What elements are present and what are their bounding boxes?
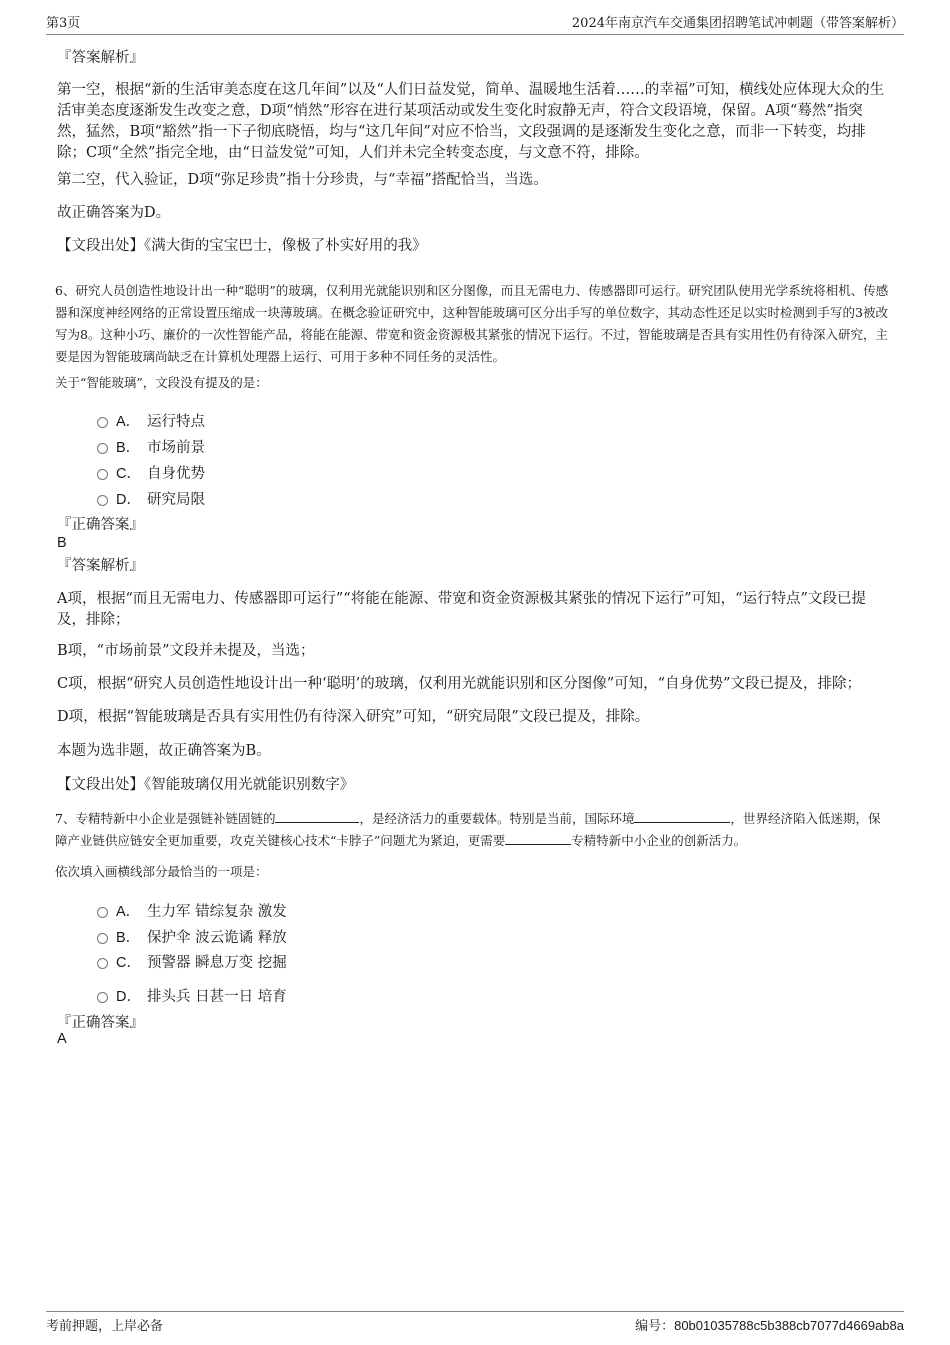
question-prompt: 依次填入画横线部分最恰当的一项是： xyxy=(55,864,268,879)
source-citation: 【文段出处】《智能玻璃仅用光就能识别数字》 xyxy=(57,777,355,793)
option-letter: A． xyxy=(116,904,141,920)
radio-icon[interactable] xyxy=(97,495,108,506)
fill-blank xyxy=(275,809,359,823)
document-title: 2024年南京汽车交通集团招聘笔试冲刺题（带答案解析） xyxy=(571,16,904,31)
passage-text: 专精特新中小企业的创新活力。 xyxy=(571,833,747,848)
analysis-heading: 『答案解析』 xyxy=(57,558,144,574)
option-text: 市场前景 xyxy=(147,440,205,456)
correct-answer-heading: 『正确答案』 xyxy=(57,1015,144,1031)
option-b[interactable] xyxy=(97,436,205,457)
question-prompt: 关于“智能玻璃”，文段没有提及的是： xyxy=(55,375,268,390)
passage-text: 7、专精特新中小企业是强链补链固链的 xyxy=(55,811,276,826)
radio-icon[interactable] xyxy=(97,443,108,454)
passage-text: ，是经济活力的重要载体。特别是当前，国际环境 xyxy=(359,811,635,826)
option-c[interactable] xyxy=(97,462,205,483)
correct-answer: B xyxy=(57,535,67,551)
option-text: 保护伞 波云诡谲 释放 xyxy=(147,930,287,946)
option-d[interactable] xyxy=(97,985,287,1006)
option-text: 运行特点 xyxy=(147,414,205,430)
analysis-paragraph: 第一空，根据“新的生活审美态度在这几年间”以及“人们日益发觉，简单、温暖地生活着……的幸福”可知，横线处应体现大众的生活审美态度逐渐发生改变之意，D项“悄然”形容在进行某项活动或发生变化时寂静无声，符合文段语境，保留。A项“蓦然”指突然，猛然，B项“豁然”指一下子彻底晓悟，均与“这几年间”对应不恰当，文段强调的是逐渐发生变化之意，而非一下转变，均排除；C项“全然”指完全地，由“日益发觉”可知，人们并未完全转变态度，与文意不符，排除。 xyxy=(57,82,885,161)
option-text: 研究局限 xyxy=(147,492,205,508)
radio-icon[interactable] xyxy=(97,907,108,918)
page-number: 第3页 xyxy=(46,16,81,31)
analysis-paragraph: D项，根据“智能玻璃是否具有实用性仍有待深入研究”可知，“研究局限”文段已提及，排除。 xyxy=(57,709,650,725)
option-letter: B． xyxy=(116,930,141,946)
id-code: 80b01035788c5b388cb7077d4669ab8a xyxy=(674,1318,904,1333)
fill-blank xyxy=(634,809,730,823)
option-letter: D． xyxy=(116,989,141,1005)
option-text: 排头兵 日甚一日 培育 xyxy=(147,989,287,1005)
source-citation: 【文段出处】《满大街的宝宝巴士，像极了朴实好用的我》 xyxy=(57,238,427,254)
option-text: 自身优势 xyxy=(147,466,205,482)
option-letter: D． xyxy=(116,492,141,508)
option-text: 生力军 错综复杂 激发 xyxy=(147,904,287,920)
analysis-heading: 『答案解析』 xyxy=(57,50,144,66)
correct-answer: A xyxy=(57,1031,67,1047)
document-id xyxy=(635,1315,904,1345)
page-header xyxy=(46,12,904,35)
radio-icon[interactable] xyxy=(97,958,108,969)
fill-blank xyxy=(505,831,571,845)
option-letter: A． xyxy=(116,414,141,430)
analysis-paragraph: B项，“市场前景”文段并未提及，当选； xyxy=(57,643,315,659)
analysis-paragraph: A项，根据“而且无需电力、传感器即可运行”“将能在能源、带宽和资金资源极其紧张的情况下运行”可知，“运行特点”文段已提及，排除； xyxy=(57,591,866,628)
radio-icon[interactable] xyxy=(97,469,108,480)
radio-icon[interactable] xyxy=(97,417,108,428)
option-letter: C． xyxy=(116,466,141,482)
radio-icon[interactable] xyxy=(97,992,108,1003)
footer-slogan: 考前押题，上岸必备 xyxy=(46,1319,164,1334)
analysis-conclusion: 故正确答案为D。 xyxy=(57,205,171,221)
page-footer xyxy=(46,1311,904,1345)
radio-icon[interactable] xyxy=(97,933,108,944)
option-letter: C． xyxy=(116,955,141,971)
option-text: 预警器 瞬息万变 挖掘 xyxy=(147,955,287,971)
option-b[interactable] xyxy=(97,926,287,947)
question-passage xyxy=(55,808,891,852)
id-label: 编号： xyxy=(635,1319,675,1334)
question-passage: 6、研究人员创造性地设计出一种“聪明”的玻璃，仅利用光就能识别和区分图像，而且无需电力、传感器即可运行。研究团队使用光学系统将相机、传感器和深度神经网络的正常设置压缩成一块薄玻璃。在概念验证研究中，这种智能玻璃可区分出手写的单位数字，其动态性还足以实时检测到手写的3被改写为8。这种小巧、廉价的一次性智能产品，将能在能源、带宽和资金资源极其紧张的情况下运行。不过，智能玻璃是否具有实用性仍有待深入研究，主要是因为智能玻璃尚缺乏在计算机处理器上运行、可用于多种不同任务的灵活性。 xyxy=(55,283,889,364)
option-d[interactable] xyxy=(97,488,205,509)
option-a[interactable] xyxy=(97,410,205,431)
option-c[interactable] xyxy=(97,951,287,972)
option-letter: B． xyxy=(116,440,141,456)
option-a[interactable] xyxy=(97,900,287,921)
analysis-conclusion: 本题为选非题，故正确答案为B。 xyxy=(57,743,271,759)
analysis-paragraph: C项，根据“研究人员创造性地设计出一种‘聪明’的玻璃，仅利用光就能识别和区分图像”可知，“自身优势”文段已提及，排除； xyxy=(57,676,861,692)
correct-answer-heading: 『正确答案』 xyxy=(57,517,144,533)
analysis-paragraph: 第二空，代入验证，D项“弥足珍贵”指十分珍贵，与“幸福”搭配恰当，当选。 xyxy=(57,172,548,188)
passage-text: ，世界经济陷入低迷期，保障产业链供应链安全更加重要，攻克关键核心技术“卡脖子”问题尤为紧迫，更需要 xyxy=(55,811,881,848)
